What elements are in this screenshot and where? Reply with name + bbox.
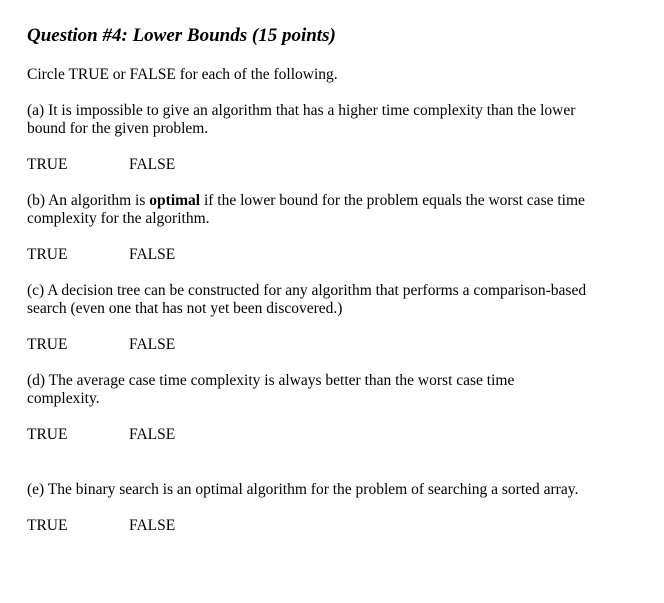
false-option-b[interactable]: FALSE [129,246,176,263]
true-option-c[interactable]: TRUE [27,336,68,353]
spacer [27,462,627,481]
true-option-d[interactable]: TRUE [27,426,68,443]
question-title: Question #4: Lower Bounds (15 points) [27,25,336,46]
question-c-text: (c) A decision tree can be constructed for any algorithm that performs a comparison-based search (even one that has not yet been discovered.) [27,282,587,317]
question-a-text: (a) It is impossible to give an algorithm that has a higher time complexity than the lower bound for the given problem. [27,102,576,137]
answers-c [27,336,627,354]
false-option-a[interactable]: FALSE [129,156,176,173]
answers-d [27,426,627,444]
question-b-bold-term: optimal [149,192,201,209]
question-b-text-start: (b) An algorithm is [27,192,150,209]
question-d-text: (d) The average case time complexity is always better than the worst case time complexity. [27,372,515,407]
true-option-a[interactable]: TRUE [27,156,68,173]
answers-b [27,246,627,264]
question-c [27,282,587,318]
true-option-b[interactable]: TRUE [27,246,68,263]
false-option-d[interactable]: FALSE [129,426,176,443]
question-b-text-end: if the lower bound for the problem equals the worst case time complexity for the algorithm. [27,192,585,227]
false-option-c[interactable]: FALSE [129,336,176,353]
false-option-e[interactable]: FALSE [129,517,176,534]
answers-a [27,156,627,174]
question-e [27,481,627,499]
document [27,24,627,553]
true-option-e[interactable]: TRUE [27,517,68,534]
instructions: Circle TRUE or FALSE for each of the following. [27,66,338,83]
answers-e [27,517,627,535]
question-d [27,372,557,408]
question-b [27,192,617,228]
question-e-text: (e) The binary search is an optimal algorithm for the problem of searching a sorted array. [27,481,579,498]
question-a [27,102,617,138]
